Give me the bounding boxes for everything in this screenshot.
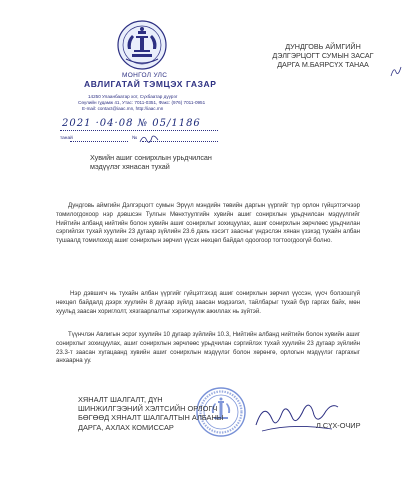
- agency-email: E-mail: contact@iaac.mn, http://iaac.mn: [82, 106, 164, 111]
- subject-line: Хувийн ашиг сонирхлын урьдчилсан: [90, 153, 212, 162]
- signatory-title: [78, 395, 223, 432]
- handwritten-signature: [252, 395, 340, 439]
- letter-subject: [90, 153, 212, 171]
- subject-line: мэдүүлэг хянасан тухай: [90, 162, 170, 171]
- signatory-title-line: ХЯНАЛТ ШАЛГАЛТ, ДҮН: [78, 395, 163, 404]
- reference-label-number: №: [132, 136, 138, 141]
- addressee-line: ДАРГА М.БАЯРСҮХ ТАНАА: [277, 60, 369, 69]
- agency-address: 14250 Улаанбаатар хот, Сүхбаатар дүүрэг: [88, 94, 178, 99]
- handwritten-initials: [138, 132, 160, 146]
- addressee: [248, 42, 398, 69]
- addressee-line: ДУНДГОВЬ АЙМГИЙН: [285, 42, 361, 51]
- body-paragraph: Түүнчлэн Авлигын эсрэг хуулийн 10 дугаар зүйлийн 10.3, Нийтийн албанд нийтийн болон хувийн ашиг сонирхлыг зохицуулах, ашиг сонирхлын зөрчлөөс урьдчилан сэргийлэх тухай хуулийн 23 дугаар зүйлийн 23.3-т заасан хугацаанд хувийн ашиг сонирхлын мэдүүлэг болон хөрөнгө, орлогын мэдүүлэг гаргахыг анхаарна уу.: [56, 331, 360, 365]
- body-paragraph: Нэр дэвшигч нь тухайн албан үүргийг гүйцэтгэхэд ашиг сонирхлын зөрчил үүссэн, үүсч болзошгүй нөхцөл байдалд дээрх хуулийн 8 дугаар зүйлд заасан мэдээлэл, тайлбарыг тухай бүр гаргах байх, мөн хуульд заасан хориглолт, хязгаарлалтыг хэрэгжүүлж ажиллах нь зүйтэй.: [56, 290, 360, 315]
- agency-name: АВЛИГАТАЙ ТЭМЦЭХ ГАЗАР: [84, 79, 217, 89]
- body-paragraph: Дундговь аймгийн Дэлгэрцогт сумын Эрүүл мэндийн төвийн даргын үүргийг түр орлон гүйцэтгэгчээр томилогдохоор нэр дэвшсэн Тулгын Мөнхтуулгийн хувийн ашиг сонирхлын урьдчилсан мэдүүлгийг Нийтийн албанд нийтийн болон хувийн ашиг сонирхлыг зохицуулах, ашиг сонирхлын зөрчлөөс урьдчилан сэргийлэх тухай хуулийн 23 дугаар зүйлийн 23.6 дахь хэсэгт заасныг үндэслэн хянан үзэхэд тухайн албан тушаалд томилоход ашиг сонирхлын зөрчил үүсэх нөхцөл байдал одоогоор тогтоогдоогүй болно.: [56, 202, 360, 245]
- agency-phone-fax: Сөүлийн гудамж 41, Утас: 7011-0351, Факс: (976) 7011-0951: [78, 100, 206, 105]
- date-underline: [60, 130, 218, 131]
- handwritten-mark: [390, 64, 402, 78]
- state-emblem-icon: [116, 19, 168, 71]
- reference-line: [70, 141, 128, 142]
- letter-date-number: 2021 ·04·08 № 05/1186: [62, 118, 201, 129]
- signatory-title-line: ДАРГА, АХЛАХ КОМИССАР: [78, 422, 174, 432]
- addressee-line: ДЭЛГЭРЦОГТ СУМЫН ЗАСАГ: [272, 51, 374, 60]
- reference-label-yours: танай: [60, 136, 73, 141]
- country-name: МОНГОЛ УЛС: [122, 72, 168, 79]
- signatory-title-line: ШИНЖИЛГЭЭНИЙ ХЭЛТСИЙН ОРЛОГЧ: [78, 404, 218, 414]
- signatory-name: Л.СҮХ-ОЧИР: [316, 421, 361, 430]
- signatory-title-line: БӨГӨӨД ХЯНАЛТ ШАЛГАЛТЫН АЛБАНЫ: [78, 413, 224, 423]
